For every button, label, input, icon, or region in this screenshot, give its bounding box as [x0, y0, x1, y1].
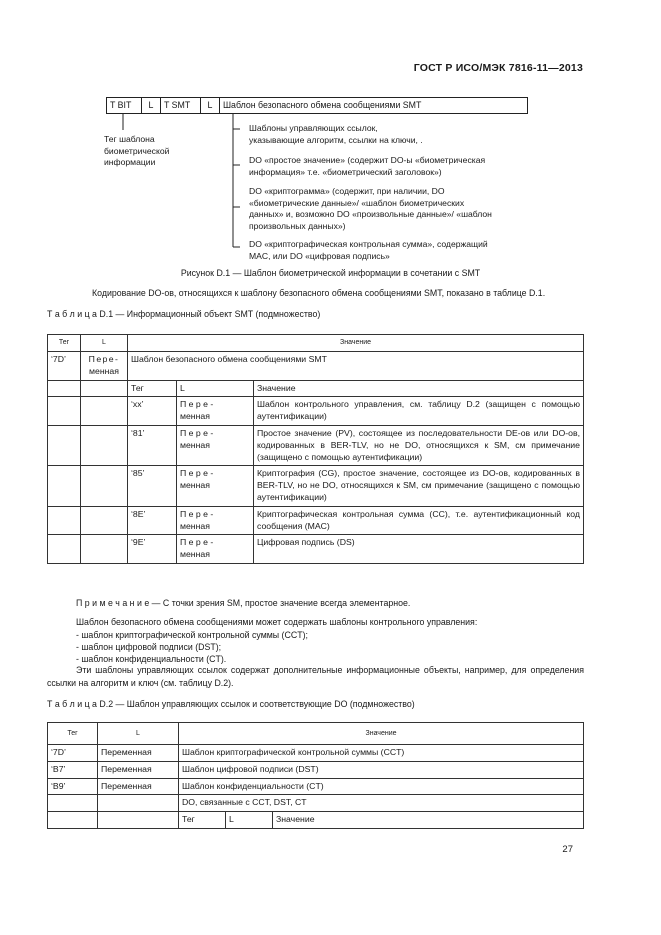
table-row: ‘9E’ П е р е - менная Цифровая подпись (DS) — [48, 535, 584, 564]
table-row: ‘7D’ Переменная Шаблон криптографической контрольной суммы (CCT) — [48, 745, 584, 762]
table-row: ‘B9’ Переменная Шаблон конфиденциальности (CT) — [48, 778, 584, 795]
t1-header-len: L — [81, 335, 128, 352]
fig-cell-tbit: T BIT — [107, 98, 142, 113]
list-item: - шаблон конфиденциальности (CT). — [76, 654, 227, 664]
fig-branch-2: DO «простое значение» (содержит DO-ы «биометрическая информация» т.е. «биометрический заголовок») — [249, 155, 486, 177]
table-d1 — [47, 334, 584, 564]
t2-do-row: DO, связанные с CCT, DST, CT — [179, 795, 584, 812]
fig-cell-tsmt: T SMT — [161, 98, 201, 113]
t1-outer-len: Пере- менная — [81, 352, 128, 381]
table1-title: Т а б л и ц а D.1 — Информационный объект SMT (подмножество) — [47, 309, 321, 319]
table-row: ‘B7’ Переменная Шаблон цифровой подписи (DST) — [48, 761, 584, 778]
fig-cell-l2: L — [201, 98, 220, 113]
t2-header-tag: Тег — [48, 723, 98, 745]
fig-branch-1: Шаблоны управляющих ссылок, указывающие алгоритм, ссылки на ключи, . — [249, 123, 423, 145]
standard-header: ГОСТ Р ИСО/МЭК 7816-11—2013 — [413, 62, 583, 74]
table-row: Тег L Значение — [48, 812, 584, 829]
table-row: ‘8E’ П е р е - менная Криптографическая контрольная сумма (CC), т.е. аутентификационный код сообщения (MAC) — [48, 506, 584, 535]
fig-branch-3: DO «криптограмма» (содержит, при наличии, DO «биометрические данные»/ «шаблон биометрических данных» и, возможно DO «произвольные данные»/ «шаблон произвольных данных») — [249, 186, 492, 231]
table2-title: Т а б л и ц а D.2 — Шаблон управляющих ссылок и соответствующие DO (подмножество) — [47, 699, 415, 709]
t1-outer-value: Шаблон безопасного обмена сообщениями SMT — [128, 352, 584, 381]
fig-cell-l1: L — [142, 98, 161, 113]
table-row — [48, 795, 584, 812]
t1-inner-header-tag: Тег — [128, 380, 177, 397]
table-row: ‘81’ П е р е - менная Простое значение (PV), состоящее из последовательности DE-ов или DO-ов, кодированных в BER-TLV, но не DO, относящихся к SM, см примечание (защищено с помощью аутентификации) — [48, 425, 584, 465]
t1-header-tag: Тег — [48, 335, 81, 352]
table-row: ‘xx’ П е р е - менная Шаблон контрольного управления, см. таблицу D.2 (защищен с помощью аутентификации) — [48, 397, 584, 426]
paragraph-1: Кодирование DO-ов, относящихся к шаблону безопасного обмена сообщениями SMT, показано в таблице D.1. — [92, 288, 546, 298]
t1-inner-header-len: L — [177, 380, 254, 397]
list-item: - шаблон криптографической контрольной суммы (CCT); — [76, 630, 308, 640]
t1-outer-tag: ‘7D’ — [48, 352, 81, 381]
t1-inner-header-value: Значение — [254, 380, 584, 397]
list-item: - шаблон цифровой подписи (DST); — [76, 642, 222, 652]
table-row: ‘85’ П е р е - менная Криптография (CG), простое значение, состоящее из DO-ов, кодированных в BER-TLV, но не DO, относящихся к SM, см примечание (защищено с помощью аутентификации) — [48, 466, 584, 506]
fig-left-label: Тег шаблона биометрической информации — [104, 134, 170, 168]
figure-caption: Рисунок D.1 — Шаблон биометрической информации в сочетании с SMT — [180, 268, 481, 278]
t1-header-value: Значение — [128, 335, 584, 352]
page-number: 27 — [562, 844, 573, 855]
note: П р и м е ч а н и е — С точки зрения SM, простое значение всегда элементарное. — [76, 598, 411, 608]
fig-branch-4: DO «криптографическая контрольная сумма», содержащий MAC, или DO «цифровая подпись» — [249, 239, 488, 261]
paragraph-2: Шаблон безопасного обмена сообщениями может содержать шаблоны контрольного управления: — [76, 617, 478, 627]
t2-header-value: Значение — [179, 723, 584, 745]
fig-cell-smt: Шаблон безопасного обмена сообщениями SMT — [223, 100, 422, 110]
table-d2 — [47, 722, 584, 829]
paragraph-3: Эти шаблоны управляющих ссылок содержат дополнительные информационные объекты, например, для определения ссылки на алгоритм и ключ (см. таблицу D.2). — [47, 665, 584, 688]
t2-header-len: L — [98, 723, 179, 745]
